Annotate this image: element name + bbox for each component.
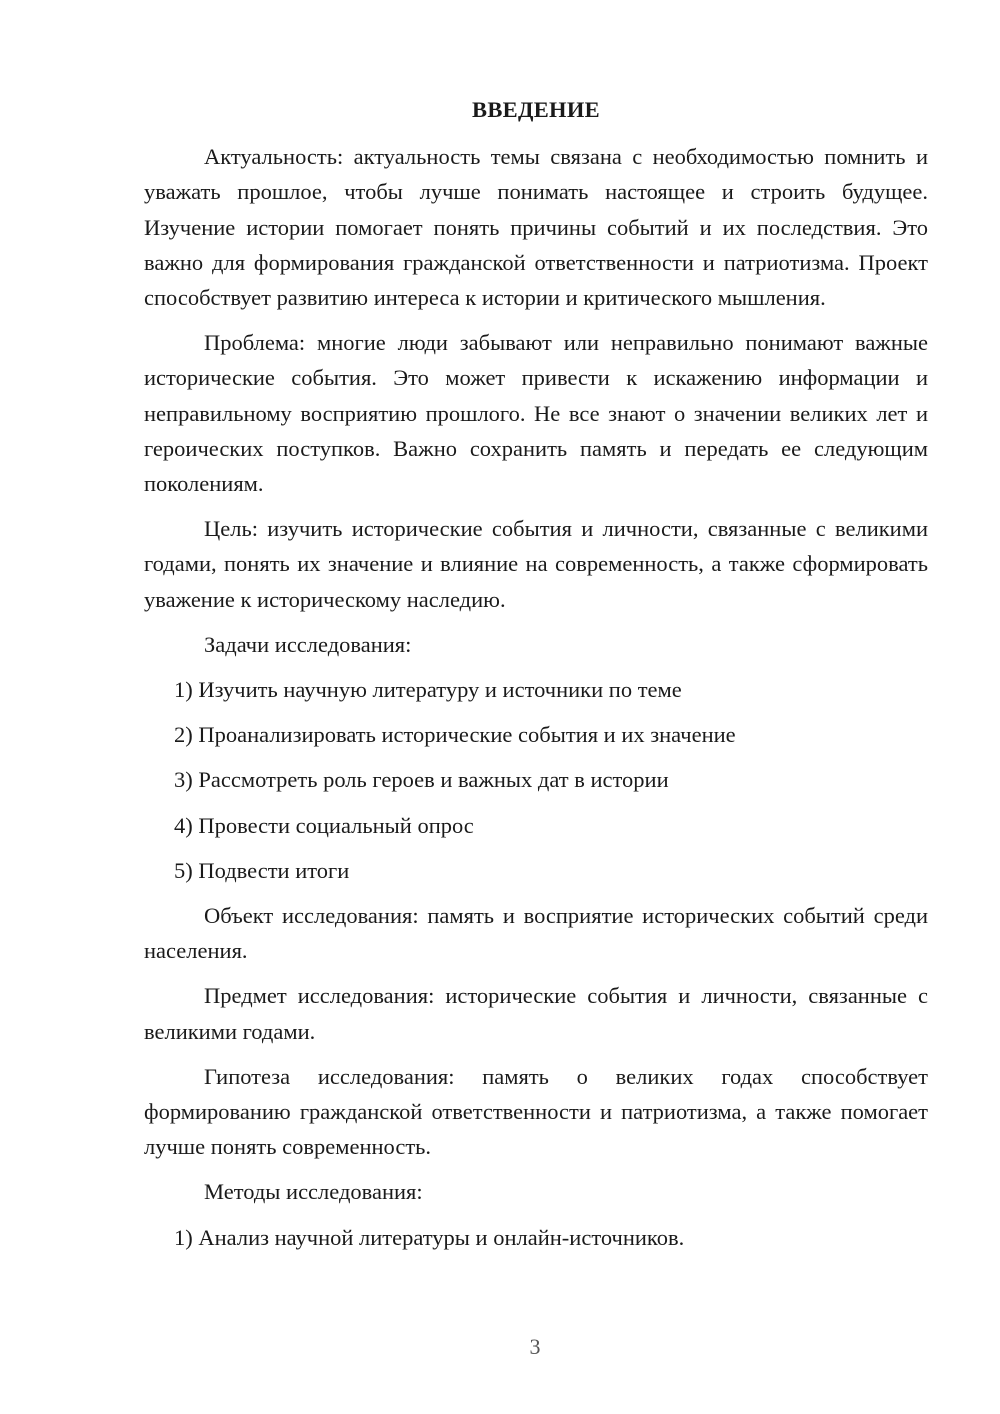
subject-paragraph: Предмет исследования: исторические события и личности, связанные с великими годами.: [144, 983, 928, 1044]
task-item: 3) Рассмотреть роль героев и важных дат в истории: [174, 767, 669, 793]
problem-paragraph: Проблема: многие люди забывают или неправильно понимают важные исторические события. Это может привести к искажению информации и неправильному восприятию прошлого. Не все знают о значении великих лет и героических поступков. Важно сохранить память и передать ее следующим поколениям.: [144, 330, 928, 497]
tasks-heading: Задачи исследования:: [204, 631, 412, 657]
task-item: 4) Провести социальный опрос: [174, 812, 474, 838]
object-paragraph: Объект исследования: память и восприятие исторических событий среди населения.: [144, 903, 928, 964]
method-item: 1) Анализ научной литературы и онлайн-источников.: [174, 1224, 685, 1250]
page-content: [144, 92, 928, 1265]
task-item: 2) Проанализировать исторические события и их значение: [174, 722, 736, 748]
relevance-paragraph: Актуальность: актуальность темы связана с необходимостью помнить и уважать прошлое, чтобы лучше понимать настоящее и строить будущее. Изучение истории помогает понять причины событий и их последствия. Это важно для формирования гражданской ответственности и патриотизма. Проект способствует развитию интереса к истории и критического мышления.: [144, 144, 928, 311]
section-title: ВВЕДЕНИЕ: [472, 97, 600, 122]
page-number: 3: [529, 1334, 541, 1359]
goal-paragraph: Цель: изучить исторические события и личности, связанные с великими годами, понять их значение и влияние на современность, а также сформировать уважение к историческому наследию.: [144, 516, 928, 612]
hypothesis-paragraph: Гипотеза исследования: память о великих годах способствует формированию гражданской ответственности и патриотизма, а также помогает лучше понять современность.: [144, 1063, 928, 1160]
methods-heading: Методы исследования:: [204, 1179, 423, 1205]
task-item: 5) Подвести итоги: [174, 857, 350, 883]
task-item: 1) Изучить научную литературу и источники по теме: [174, 677, 682, 703]
